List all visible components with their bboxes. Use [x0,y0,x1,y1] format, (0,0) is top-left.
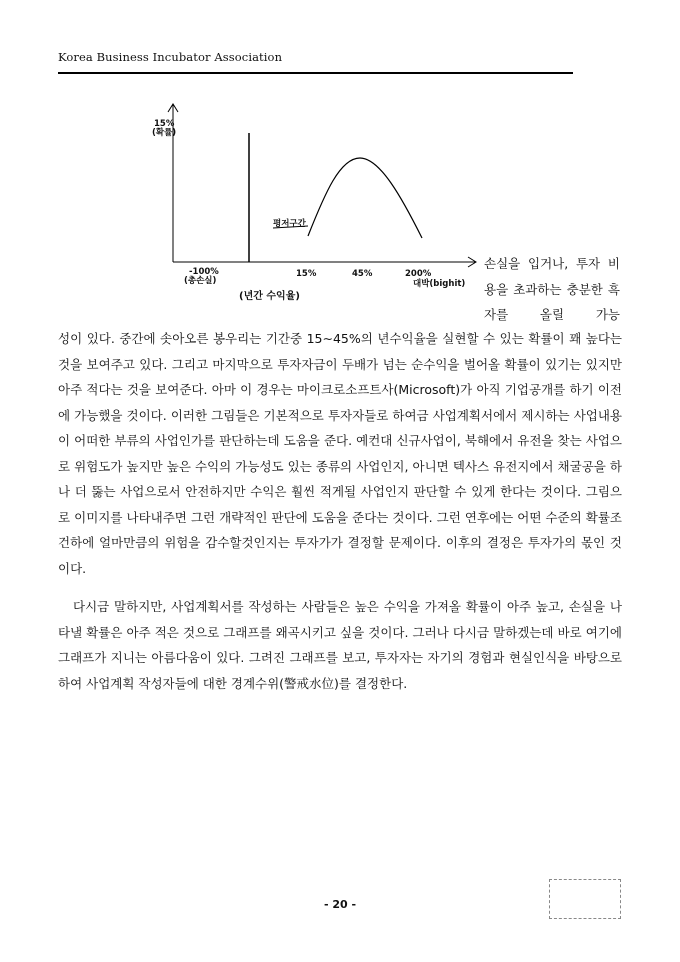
y-axis-sublabel: (확률) [152,128,177,138]
x-tick-45: 45% [352,269,373,279]
side-text: 손실을 입거나, 투자 비용을 초과하는 충분한 흑자를 올릴 가능 [484,256,620,322]
stamp-box [549,879,621,919]
paragraph-1 [58,326,622,581]
return-peak-curve [308,158,422,238]
x-tick-15: 15% [296,269,317,279]
running-header: Korea Business Incubator Association [58,50,283,64]
x-tick-bighit: 대박(bighit) [413,279,466,289]
x-tick-loss-sub: (총손실) [184,276,217,286]
x-axis-label: (년간 수익율) [239,291,300,302]
x-tick-loss: -100% [189,267,219,277]
paragraph-1-text: 성이 있다. 중간에 솟아오른 봉우리는 기간중 15∼45%의 년수익율을 실현할 수 있는 확률이 꽤 높다는 것을 보여주고 있다. 그리고 마지막으로 투자자금이 두배가 넘는 순수익을 벌어올 확률이 있기는 있지만 아주 적다는 것을 보여준다. 아마 이 경우는 마이크로소프트사(Microsoft)가 아직 기업공개를 하기 이전에 가능했을 것이다. 이러한 그림들은 기본적으로 투자자들로 하여금 사업계획서에서 제시하는 사업내용이 어떠한 부류의 사업인가를 판단하는데 도움을 준다. 예컨대 신규사업이, 북해에서 유전을 찾는 사업으로 위험도가 높지만 높은 수익의 가능성도 있는 종류의 사업인지, 아니면 텍사스 유전지에서 채굴공을 하나 더 뚫는 사업으로서 안전하지만 수익은 훨씬 적게될 사업인지 판단할 수 있게 한다는 것이다. 그림으로 이미지를 나타내주면 그런 개략적인 판단에 도움을 준다는 것이다. 그런 연후에는 어떤 수준의 확률조건하에 얼마만큼의 위험을 감수할것인지는 투자가가 결정할 문제이다. 이후의 결정은 투자가의 몫인 것이다. [58,331,622,576]
x-tick-200: 200% [405,269,432,279]
paragraph-2-text: 다시금 말하지만, 사업계획서를 작성하는 사람들은 높은 수익을 가져올 확률이 아주 높고, 손실을 나타낼 확률은 아주 적은 것으로 그래프를 왜곡시키고 싶을 것이다. 그러나 다시금 말하겠는데 바로 여기에 그래프가 지니는 아름다움이 있다. 그려진 그래프를 보고, 투자자는 자기의 경험과 현실인식을 바탕으로 하여 사업계획 작성자들에 대한 경계수위(警戒水位)를 결정한다. [58,599,622,691]
break-even-label: 평저구간 [273,219,306,229]
return-probability-figure [140,98,480,308]
y-axis-label: 15% [154,119,175,129]
paragraph-2 [58,594,622,696]
header-rule [58,72,573,74]
page-number: - 20 - [323,898,357,911]
